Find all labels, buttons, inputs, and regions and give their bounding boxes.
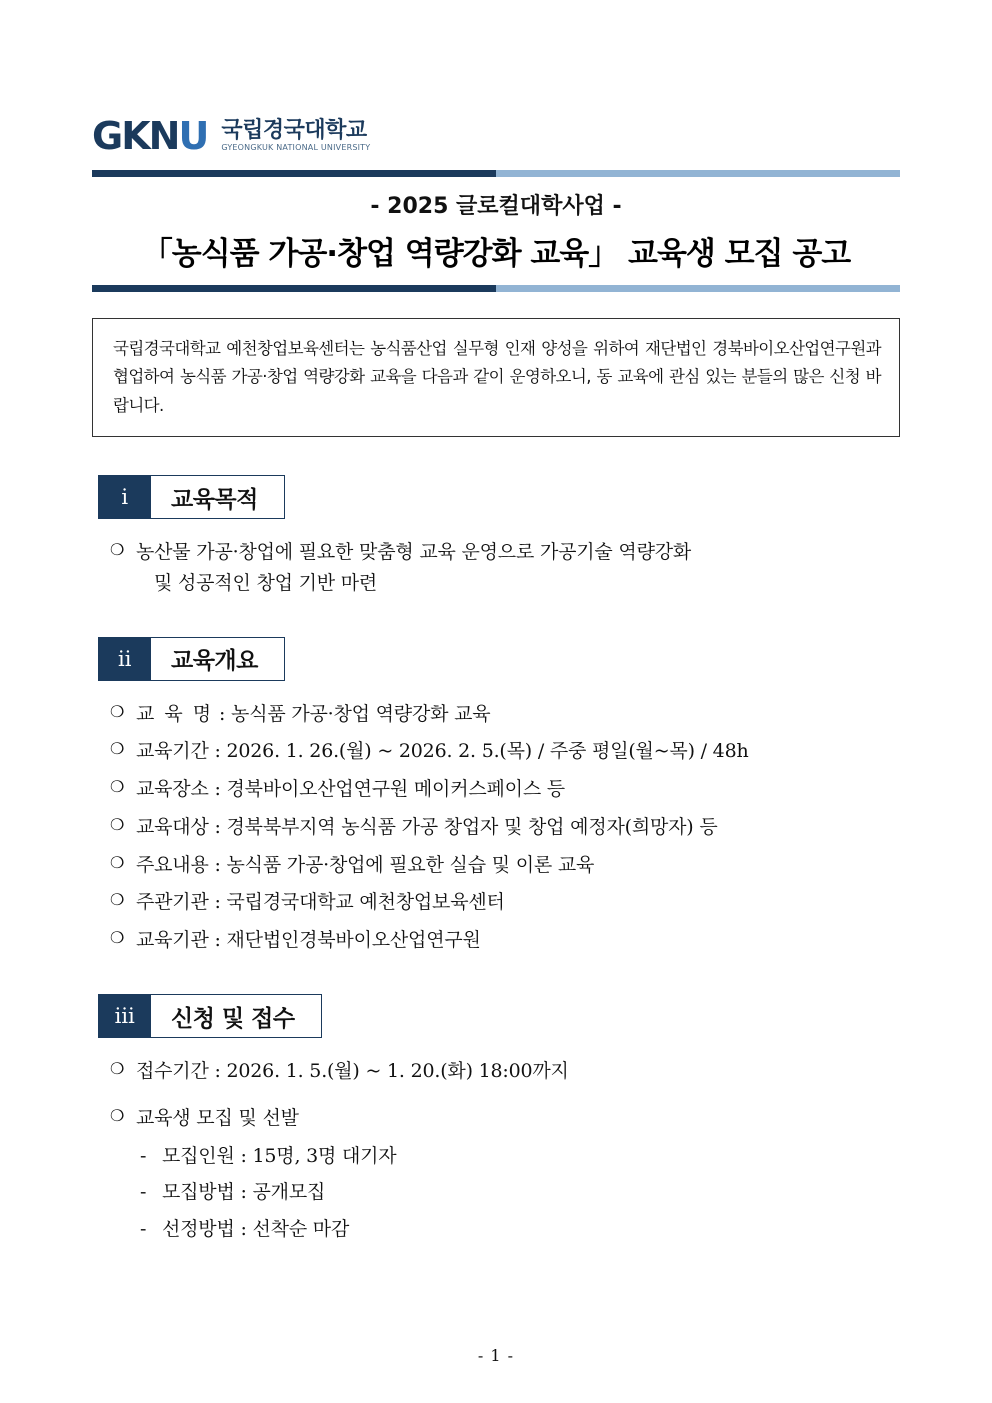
- rule-segment-dark: [92, 170, 496, 177]
- item-value: : 경북북부지역 농식품 가공 창업자 및 창업 예정자(희망자) 등: [214, 815, 718, 838]
- list-item: [92, 1214, 900, 1245]
- list-item: [92, 812, 900, 843]
- item-label: 주요내용: [136, 853, 209, 876]
- section-education-purpose: [92, 475, 900, 599]
- gknu-logomark: [92, 114, 208, 158]
- item-value: : 2026. 1. 5.(월) ~ 1. 20.(화) 18:00까지: [214, 1060, 569, 1083]
- item-value: : 재단법인경북바이오산업연구원: [214, 929, 481, 952]
- section-title: 신청 및 접수: [151, 995, 321, 1037]
- list-item: [92, 699, 900, 730]
- item-label: 교육기관: [136, 929, 209, 952]
- title-rule-top: [92, 170, 900, 177]
- item-value: : 공개모집: [240, 1181, 326, 1204]
- item-label: 모집인원: [162, 1144, 235, 1167]
- page-title: 「농식품 가공·창업 역량강화 교육」 교육생 모집 공고: [141, 236, 851, 272]
- page-number: - 1 -: [477, 1346, 515, 1365]
- item-label: 모집방법: [162, 1181, 235, 1204]
- item-label: 교 육 명: [136, 702, 214, 725]
- section-number: ⅰ: [99, 476, 151, 518]
- intro-text: 국립경국대학교 예천창업보육센터는 농식품산업 실무형 인재 양성을 위하여 재단법인 경북바이오산업연구원과 협업하여 농식품 가공·창업 역량강화 교육을 다음과 같이 운영하오니, 동 교육에 관심 있는 분들의 많은 신청 바랍니다.: [113, 339, 881, 415]
- logo-name-english: GYEONGKUK NATIONAL UNIVERSITY: [221, 143, 371, 153]
- bullet-icon: ❍: [110, 739, 125, 759]
- logo-name-korean: 국립경국대학교: [221, 118, 367, 144]
- section-header: [98, 994, 322, 1038]
- overview-list: [92, 699, 900, 956]
- item-value: : 농식품 가공·창업에 필요한 실습 및 이론 교육: [214, 853, 595, 876]
- list-item: [92, 736, 900, 767]
- section-education-overview: [92, 637, 900, 956]
- purpose-line-2: 및 성공적인 창업 기반 마련: [154, 571, 378, 594]
- item-value: : 2026. 1. 26.(월) ~ 2026. 2. 5.(목) / 주중 평일(월~목) / 48h: [214, 740, 749, 763]
- item-label: 선정방법: [162, 1218, 235, 1241]
- rule-segment-light: [496, 170, 900, 177]
- rule-segment-dark: [92, 285, 496, 292]
- bullet-icon: ❍: [110, 852, 125, 872]
- section-application: [92, 994, 900, 1245]
- list-item: [92, 537, 900, 599]
- bullet-icon: ❍: [110, 928, 125, 948]
- logo-letter-g: G: [92, 114, 122, 158]
- bullet-icon: ❍: [110, 701, 125, 721]
- list-item: [92, 1103, 900, 1134]
- item-value: : 국립경국대학교 예천창업보육센터: [214, 891, 505, 914]
- item-label: 교육기간: [136, 740, 209, 763]
- item-label: 접수기간: [136, 1060, 209, 1083]
- rule-segment-light: [496, 285, 900, 292]
- item-label: 교육생 모집 및 선발: [136, 1106, 299, 1129]
- intro-box: [92, 318, 900, 437]
- purpose-line-1: 농산물 가공·창업에 필요한 맞춤형 교육 운영으로 가공기술 역량강화: [136, 541, 692, 564]
- document-supertitle: - 2025 글로컬대학사업 -: [370, 194, 622, 219]
- bullet-icon: ❍: [110, 890, 125, 910]
- logo-letter-u: U: [178, 114, 208, 158]
- item-value: : 농식품 가공·창업 역량강화 교육: [219, 702, 491, 725]
- section-title: 교육개요: [151, 638, 284, 680]
- logo-letter-n: N: [148, 114, 179, 158]
- bullet-icon: ❍: [110, 777, 125, 797]
- bullet-icon: ❍: [110, 1105, 125, 1125]
- item-label: 주관기관: [136, 891, 209, 914]
- list-item: [92, 774, 900, 805]
- application-list: [92, 1056, 900, 1134]
- dash-icon: -: [140, 1144, 147, 1167]
- item-label: 교육장소: [136, 778, 209, 801]
- list-item: [92, 1056, 900, 1087]
- dash-icon: -: [140, 1218, 147, 1241]
- dash-icon: -: [140, 1181, 147, 1204]
- recruitment-sub-list: [92, 1141, 900, 1245]
- section-number: ⅲ: [99, 995, 151, 1037]
- section-title: 교육목적: [151, 476, 284, 518]
- title-rule-bottom: [92, 285, 900, 292]
- list-item: [92, 1177, 900, 1208]
- list-item: [92, 850, 900, 881]
- bullet-icon: ❍: [110, 1059, 125, 1079]
- bullet-icon: ❍: [110, 814, 125, 834]
- list-item: [92, 1141, 900, 1172]
- purpose-list: [92, 537, 900, 599]
- list-item: [92, 887, 900, 918]
- section-header: [98, 637, 285, 681]
- logo-wordmark: [221, 119, 370, 152]
- item-value: : 15명, 3명 대기자: [240, 1144, 397, 1167]
- bullet-icon: ❍: [110, 540, 125, 560]
- item-value: : 선착순 마감: [240, 1218, 350, 1241]
- list-item: [92, 925, 900, 956]
- logo-letter-k: K: [121, 114, 149, 158]
- section-number: ⅱ: [99, 638, 151, 680]
- item-label: 교육대상: [136, 815, 209, 838]
- item-value: : 경북바이오산업연구원 메이커스페이스 등: [214, 778, 565, 801]
- university-logo: [92, 112, 900, 160]
- title-block: [92, 177, 900, 279]
- section-header: [98, 475, 285, 519]
